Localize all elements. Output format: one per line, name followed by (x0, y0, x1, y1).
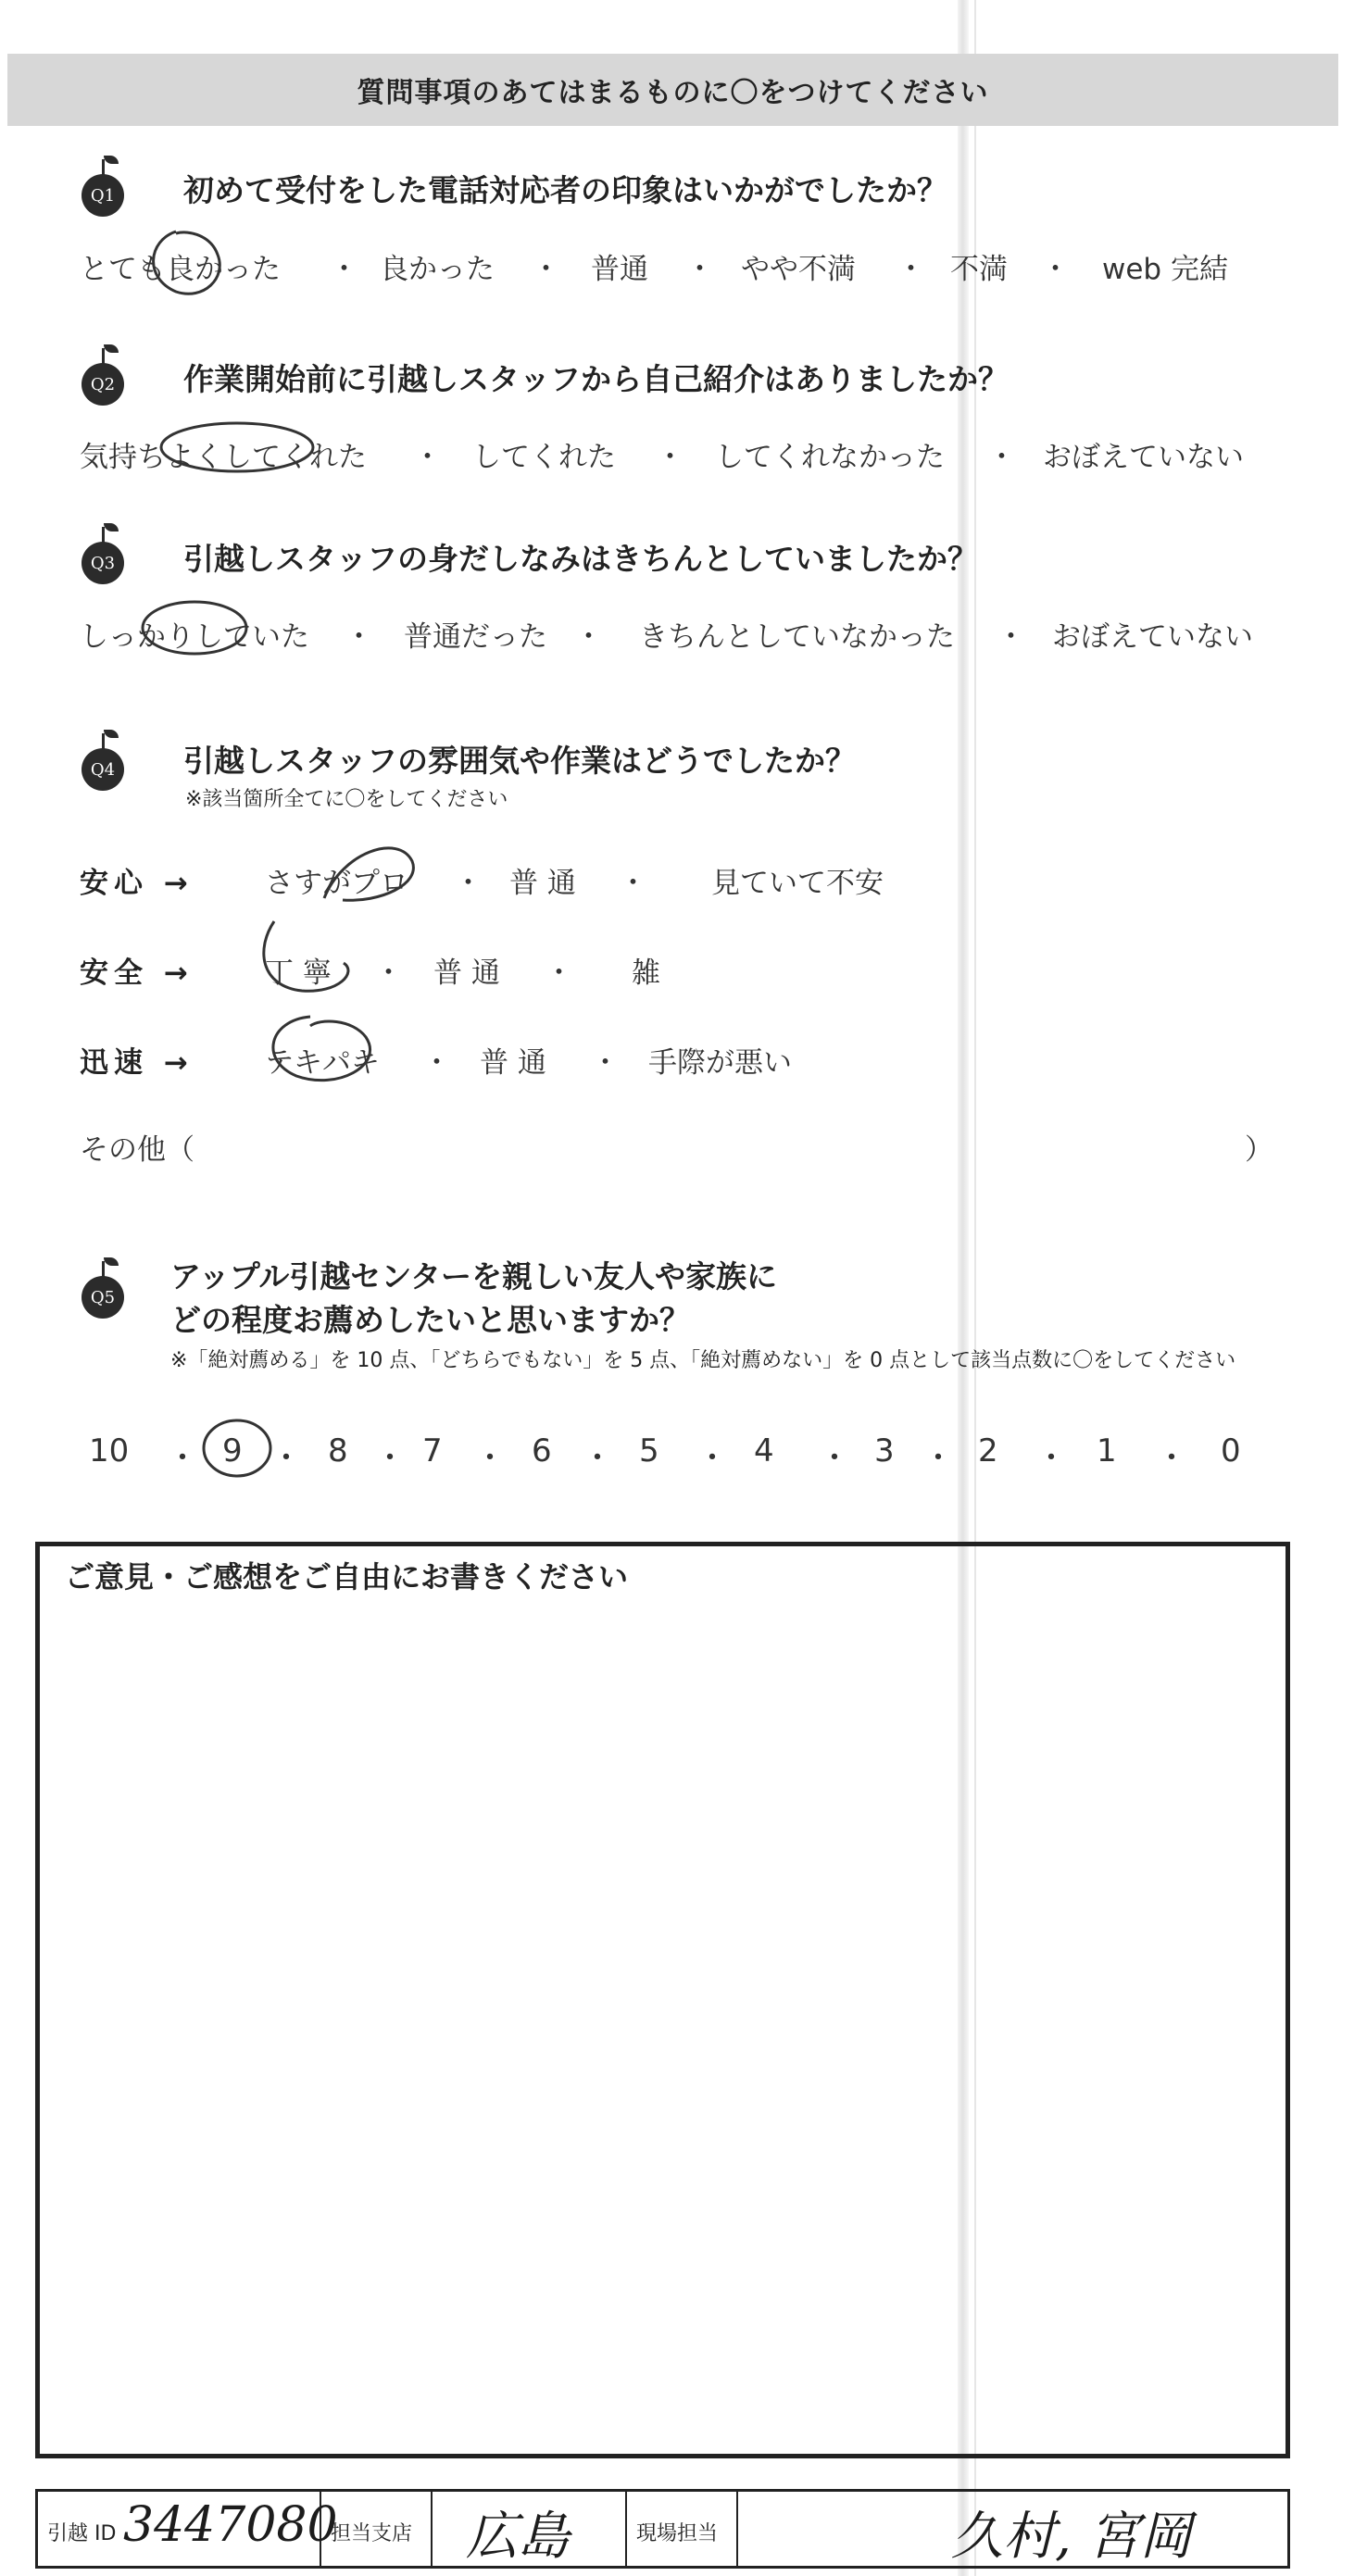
q2-question: 作業開始前に引越しスタッフから自己紹介はありましたか？ (183, 361, 1009, 397)
q4-other-field[interactable] (213, 1132, 1223, 1169)
q2-badge-apple-icon: Q2 (82, 363, 124, 406)
separator-dot: ・ (582, 1440, 613, 1477)
q5-score-option[interactable]: 2 (978, 1432, 998, 1469)
q4-option[interactable]: 見ていて不安 (711, 867, 884, 900)
q3-question: 引越しスタッフの身だしなみはきちんとしていましたか？ (183, 541, 978, 577)
q4-option[interactable]: 普 通 (480, 1046, 546, 1080)
move-id-label: 引越 ID (47, 2522, 117, 2545)
move-id-handwritten: 3447080 (123, 2497, 338, 2553)
separator-dot: ・ (1041, 253, 1070, 286)
q4-badge-apple-icon: Q4 (82, 748, 124, 791)
separator-dot: ・ (422, 1046, 451, 1080)
q4-question: 引越しスタッフの雰囲気や作業はどうでしたか？ (183, 743, 856, 779)
header-title: 質問事項のあてはまるものに〇をつけてください (357, 77, 989, 109)
comment-box-title: ご意見・ご感想をご自由にお書きください (65, 1559, 629, 1594)
branch-label: 担当支店 (331, 2522, 413, 2545)
q4-note: ※該当箇所全てに〇をしてください (185, 788, 508, 811)
q5-score-option[interactable]: 0 (1221, 1432, 1241, 1469)
q3-option[interactable]: しっかりしていた (80, 620, 309, 654)
staff-handwritten: 久村, 宮岡 (951, 2507, 1192, 2567)
q4-option[interactable]: 普 通 (509, 867, 576, 900)
q5-score-option[interactable]: 6 (532, 1432, 552, 1469)
footer-info-table (35, 2489, 1290, 2569)
q4-row-label-speed: 迅速 → (80, 1046, 194, 1080)
separator-dot: ・ (532, 253, 560, 286)
branch-value-cell (433, 2492, 627, 2566)
q4-row-label-safety: 安心 → (80, 867, 194, 900)
q5-score-option[interactable]: 10 (89, 1432, 130, 1469)
comment-box[interactable] (35, 1542, 1290, 2458)
separator-dot: ・ (997, 620, 1025, 654)
separator-dot: ・ (656, 441, 684, 474)
q5-score-option[interactable]: 4 (754, 1432, 774, 1469)
q1-option[interactable]: 良かった (380, 253, 495, 286)
q4-other-close: ） (1245, 1133, 1273, 1167)
separator-dot: ・ (374, 1440, 406, 1477)
q1-option[interactable]: やや不満 (741, 253, 856, 286)
q2-option[interactable]: おぼえていない (1043, 441, 1244, 474)
staff-label-cell (627, 2492, 738, 2566)
separator-dot: ・ (619, 867, 647, 900)
separator-dot: ・ (819, 1440, 850, 1477)
q5-question-line1: アップル引越センターを親しい友人や家族に (170, 1258, 778, 1294)
separator-dot: ・ (1156, 1440, 1187, 1477)
q3-option[interactable]: 普通だった (404, 620, 547, 654)
separator-dot: ・ (330, 253, 358, 286)
q5-badge-apple-icon: Q5 (82, 1276, 124, 1319)
q5-score-option[interactable]: 1 (1097, 1432, 1117, 1469)
separator-dot: ・ (374, 957, 403, 990)
q2-option[interactable]: してくれた (472, 441, 616, 474)
q5-score-option[interactable]: 9 (222, 1432, 243, 1469)
q1-question: 初めて受付をした電話対応者の印象はいかがでしたか？ (183, 172, 947, 208)
q3-badge-apple-icon: Q3 (82, 542, 124, 584)
separator-dot: ・ (345, 620, 373, 654)
q3-option[interactable]: きちんとしていなかった (639, 620, 955, 654)
staff-value-cell (738, 2492, 1287, 2566)
separator-dot: ・ (696, 1440, 728, 1477)
q2-option[interactable]: 気持ちよくしてくれた (80, 441, 367, 474)
q1-option[interactable]: 不満 (950, 253, 1008, 286)
separator-dot: ・ (685, 253, 714, 286)
separator-dot: ・ (987, 441, 1016, 474)
q5-score-option[interactable]: 5 (639, 1432, 659, 1469)
q5-note: ※「絶対薦める」を 10 点、「どちらでもない」を 5 点、「絶対薦めない」を 0 点として該当点数に〇をしてください (170, 1349, 1236, 1372)
branch-label-cell (321, 2492, 433, 2566)
branch-handwritten: 広島 (466, 2507, 570, 2567)
q5-score-option[interactable]: 7 (422, 1432, 443, 1469)
q1-option[interactable]: とても良かった (80, 253, 281, 286)
q1-option[interactable]: web 完結 (1102, 253, 1228, 286)
q5-score-option[interactable]: 8 (328, 1432, 348, 1469)
q4-option[interactable]: 雑 (632, 957, 660, 990)
survey-header (7, 54, 1338, 126)
staff-label: 現場担当 (636, 2522, 719, 2545)
separator-dot: ・ (922, 1440, 954, 1477)
q5-score-option[interactable]: 3 (874, 1432, 895, 1469)
separator-dot: ・ (454, 867, 483, 900)
separator-dot: ・ (413, 441, 442, 474)
q4-option[interactable]: 普 通 (433, 957, 500, 990)
q4-other-label: その他（ (80, 1133, 194, 1167)
q4-option[interactable]: さすがプロ (265, 867, 408, 900)
q4-option[interactable]: 手際が悪い (648, 1046, 792, 1080)
separator-dot: ・ (1035, 1440, 1067, 1477)
separator-dot: ・ (897, 253, 925, 286)
separator-dot: ・ (574, 620, 603, 654)
q2-option[interactable]: してくれなかった (715, 441, 945, 474)
separator-dot: ・ (591, 1046, 620, 1080)
q5-question-line2: どの程度お薦めしたいと思いますか？ (170, 1302, 690, 1338)
q4-option[interactable]: テキパキ (265, 1046, 380, 1080)
separator-dot: ・ (167, 1440, 198, 1477)
move-id-cell (38, 2492, 338, 2566)
q3-option[interactable]: おぼえていない (1052, 620, 1253, 654)
q1-badge-apple-icon: Q1 (82, 174, 124, 217)
q4-option[interactable]: 丁 寧 (265, 957, 332, 990)
q1-option[interactable]: 普通 (591, 253, 648, 286)
separator-dot: ・ (474, 1440, 506, 1477)
q4-row-label-care: 安全 → (80, 957, 194, 990)
separator-dot: ・ (270, 1440, 302, 1477)
separator-dot: ・ (545, 957, 573, 990)
